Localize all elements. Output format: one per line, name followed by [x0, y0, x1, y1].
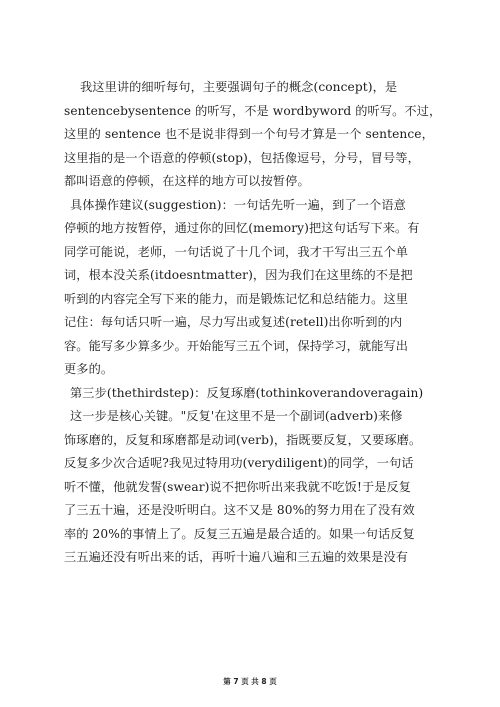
- page-number: 第 7 页 共 8 页: [223, 677, 277, 686]
- text-line: 率的 20%的事情上了。反复三五遍是最合适的。如果一句话反复: [64, 526, 415, 541]
- text-line: 听不懂，他就发誓(swear)说不把你听出来我就不吃饭!于是反复: [64, 479, 412, 494]
- document-body: [64, 76, 442, 570]
- text-line: 这里指的是一个语意的停顿(stop)，包括像逗号，分号，冒号等，: [64, 150, 420, 165]
- text-line: 听到的内容完全写下来的能力，而是锻炼记忆和总结能力。这里: [64, 291, 409, 306]
- text-line: 词，根本没关系(itdoesntmatter)，因为我们在这里练的不是把: [64, 268, 413, 282]
- text-line: 我这里讲的细听每句，主要强调句子的概念(concept)，是: [80, 80, 398, 94]
- text-line: 饰琢磨的，反复和琢磨都是动词(verb)，指既要反复，又要琢磨。: [64, 432, 422, 447]
- text-line: 容。能写多少算多少。开始能写三五个词，保持学习，就能写出: [64, 338, 409, 353]
- text-line: 这里的 sentence 也不是说非得到一个句号才算是一个 sentence，: [64, 127, 434, 141]
- text-line: 这一步是核心关键。"反复'在这里不是一个副词(adverb)来修: [70, 409, 403, 423]
- text-line: 了三五十遍，还是没听明白。这不又是 80%的努力用在了没有效: [64, 503, 415, 517]
- text-line: 同学可能说，老师，一句话说了十几个词，我才干写出三五个单: [64, 244, 409, 259]
- text-line: 记住：每句话只听一遍，尽力写出或复述(retell)出你听到的内: [64, 315, 403, 329]
- text-line: 反复多少次合适呢?我见过特用功(verydiligent)的同学，一句话: [64, 456, 414, 470]
- text-line: 停顿的地方按暂停，通过你的回忆(memory)把这句话写下来。有: [64, 221, 420, 235]
- text-line: 更多的。: [64, 362, 114, 376]
- text-line: 具体操作建议(suggestion)：一句话先听一遍，到了一个语意: [70, 197, 406, 212]
- text-line: 三五遍还没有听出来的话，再听十遍八遍和三五遍的效果是没有: [64, 550, 409, 564]
- text-line: 都叫语意的停顿，在这样的地方可以按暂停。: [64, 174, 310, 188]
- text-line: sentencebysentence 的听写，不是 wordbyword 的听写。不过，: [64, 103, 442, 118]
- section-heading: 第三步(thethirdstep)：反复琢磨(tothinkoverandoveragain): [70, 385, 424, 400]
